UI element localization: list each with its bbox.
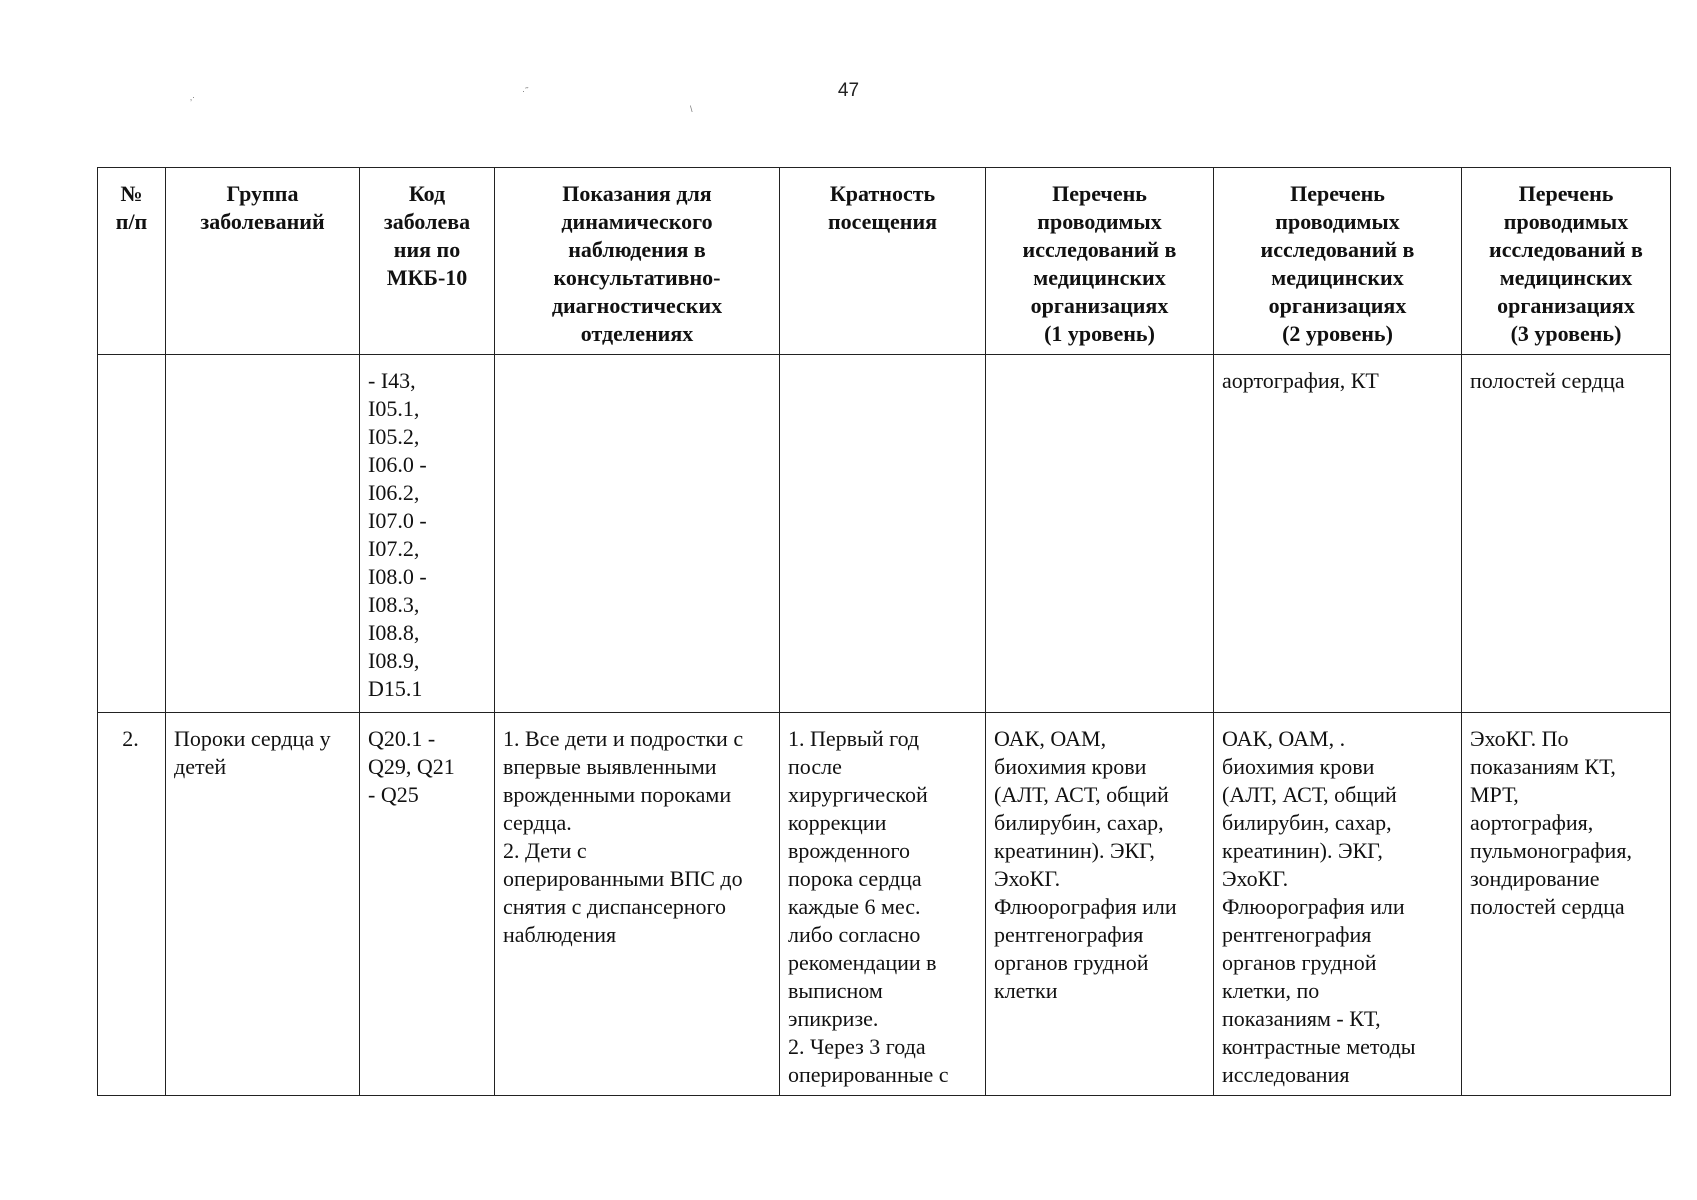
dispensary-observation-table bbox=[97, 167, 1671, 1096]
scan-speck: \ bbox=[690, 104, 693, 114]
cell-disease-group bbox=[166, 355, 360, 713]
cell-icd10-code: Q20.1 - Q29, Q21 - Q25 bbox=[360, 713, 495, 1096]
cell-indications: 1. Все дети и подростки с впервые выявленными врожденными пороками сердца. 2. Дети с оперированными ВПС до снятия с диспансерного наблюдения bbox=[495, 713, 780, 1096]
table-row bbox=[98, 713, 1671, 1096]
scan-speck: ‚· bbox=[190, 92, 195, 102]
cell-indications bbox=[495, 355, 780, 713]
cell-visit-frequency bbox=[780, 355, 986, 713]
header-disease-group: Группа заболеваний bbox=[166, 168, 360, 355]
cell-studies-level-1: ОАК, ОАМ, биохимия крови (АЛТ, АСТ, общий билирубин, сахар, креатинин). ЭКГ, ЭхоКГ. Флюорография или рентгенография органов грудной клетки bbox=[986, 713, 1214, 1096]
cell-disease-group: Пороки сердца у детей bbox=[166, 713, 360, 1096]
header-number: № п/п bbox=[98, 168, 166, 355]
cell-studies-level-3: полостей сердца bbox=[1462, 355, 1671, 713]
cell-number: 2. bbox=[98, 713, 166, 1096]
scan-speck: ·˝ bbox=[522, 86, 528, 96]
page-number: 47 bbox=[837, 80, 860, 101]
cell-studies-level-2: аортография, КТ bbox=[1214, 355, 1462, 713]
cell-studies-level-3: ЭхоКГ. По показаниям КТ, МРТ, аортография, пульмонография, зондирование полостей сердца bbox=[1462, 713, 1671, 1096]
cell-studies-level-2: ОАК, ОАМ, . биохимия крови (АЛТ, АСТ, общий билирубин, сахар, креатинин). ЭКГ, ЭхоКГ. Флюорография или рентгенография органов грудной клетки, по показаниям - КТ, контрастные методы исследования bbox=[1214, 713, 1462, 1096]
table-header-row bbox=[98, 168, 1671, 355]
cell-icd10-code: - I43, I05.1, I05.2, I06.0 - I06.2, I07.0 - I07.2, I08.0 - I08.3, I08.8, I08.9, D15.1 bbox=[360, 355, 495, 713]
table-row bbox=[98, 355, 1671, 713]
cell-studies-level-1 bbox=[986, 355, 1214, 713]
header-studies-level-2: Перечень проводимых исследований в медицинских организациях (2 уровень) bbox=[1214, 168, 1462, 355]
cell-number bbox=[98, 355, 166, 713]
header-icd10-code: Код заболева ния по МКБ-10 bbox=[360, 168, 495, 355]
header-studies-level-3: Перечень проводимых исследований в медицинских организациях (3 уровень) bbox=[1462, 168, 1671, 355]
header-indications: Показания для динамического наблюдения в консультативно- диагностических отделениях bbox=[495, 168, 780, 355]
cell-visit-frequency: 1. Первый год после хирургической коррекции врожденного порока сердца каждые 6 мес. либо согласно рекомендации в выписном эпикризе. 2. Через 3 года оперированные с bbox=[780, 713, 986, 1096]
header-visit-frequency: Кратность посещения bbox=[780, 168, 986, 355]
header-studies-level-1: Перечень проводимых исследований в медицинских организациях (1 уровень) bbox=[986, 168, 1214, 355]
